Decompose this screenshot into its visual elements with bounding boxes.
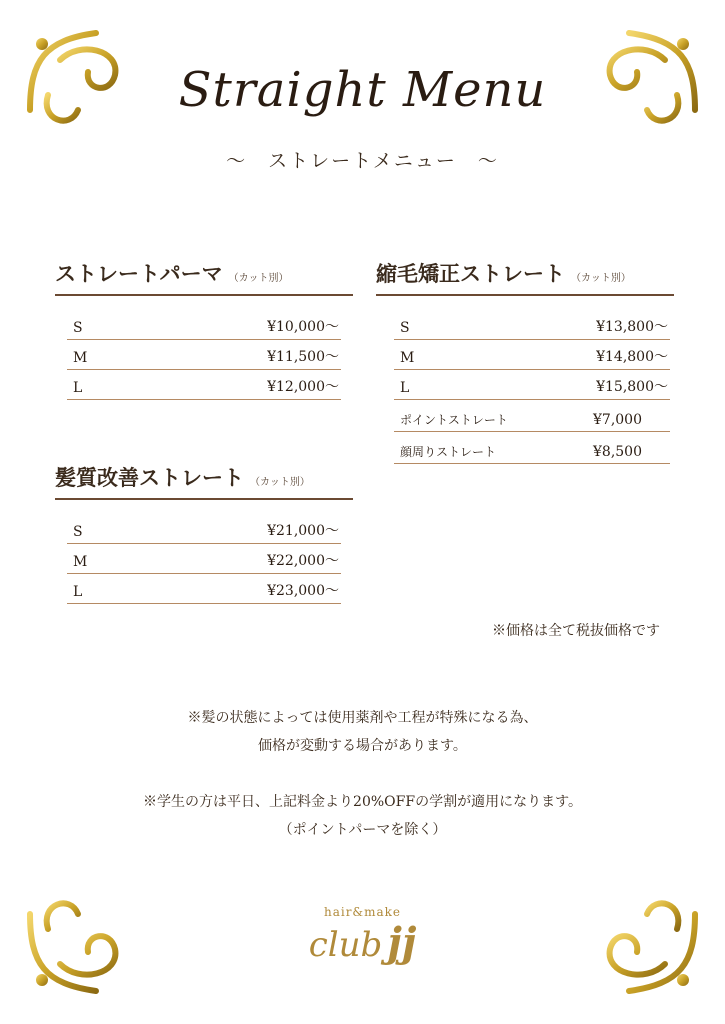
size-label: M: [73, 350, 88, 366]
option-label: 顔周りストレート: [400, 445, 497, 459]
price-row: [67, 544, 341, 574]
condition-note-line-1: ※髪の状態によっては使用薬剤や工程が特殊になる為、: [187, 710, 538, 726]
section-heading: [55, 258, 353, 296]
price-row: [67, 370, 341, 400]
logo-tagline: hair&make: [323, 905, 402, 919]
price-value: ¥15,800〜: [596, 379, 668, 395]
salon-logo: [0, 905, 725, 966]
price-row: [394, 400, 670, 432]
size-label: S: [73, 524, 83, 540]
size-label: L: [400, 380, 410, 396]
section-note: （カット別）: [250, 477, 310, 488]
price-value: ¥11,500〜: [267, 349, 339, 365]
price-value: ¥21,000〜: [267, 523, 339, 539]
student-note: [0, 788, 725, 844]
section-title: ストレートパーマ: [55, 261, 223, 286]
price-row: [67, 514, 341, 544]
size-label: L: [73, 584, 83, 600]
section-heading: [55, 462, 353, 500]
price-value: ¥7,000: [593, 412, 642, 428]
size-label: S: [400, 320, 410, 336]
section-heading: [376, 258, 674, 296]
price-row: [394, 310, 670, 340]
page-subtitle: 〜 ストレートメニュー 〜: [226, 150, 499, 172]
price-value: ¥12,000〜: [267, 379, 339, 395]
section-note: （カット別）: [571, 273, 631, 284]
price-value: ¥13,800〜: [596, 319, 668, 335]
price-value: ¥10,000〜: [267, 319, 339, 335]
section-note: （カット別）: [228, 273, 289, 284]
price-value: ¥14,800〜: [596, 349, 668, 365]
tax-note: ※価格は全て税抜価格です: [492, 623, 660, 639]
student-note-line-2: （ポイントパーマを除く）: [278, 822, 447, 838]
option-label: ポイントストレート: [400, 413, 508, 427]
price-row: [394, 340, 670, 370]
size-label: S: [73, 320, 83, 336]
price-row: [67, 340, 341, 370]
section-straight-perm: [55, 258, 353, 400]
section-hair-quality-straight: [55, 462, 353, 604]
price-row: [67, 310, 341, 340]
student-note-line-1: ※学生の方は平日、上記料金より20%OFFの学割が適用になります。: [143, 794, 582, 810]
section-title: 縮毛矯正ストレート: [376, 261, 565, 286]
price-row: [394, 370, 670, 400]
size-label: M: [73, 554, 88, 570]
price-row: [67, 574, 341, 604]
price-value: ¥22,000〜: [267, 553, 339, 569]
condition-note-line-2: 価格が変動する場合があります。: [258, 738, 467, 754]
section-shukumou-straight: [376, 258, 674, 464]
price-value: ¥8,500: [593, 444, 642, 460]
price-value: ¥23,000〜: [267, 583, 339, 599]
price-row: [394, 432, 670, 464]
page-title: Straight Menu: [178, 62, 547, 118]
condition-note: [0, 704, 725, 760]
size-label: L: [73, 380, 83, 396]
logo-name: club: [308, 925, 383, 965]
section-title: 髪質改善ストレート: [55, 465, 244, 490]
logo-mark: jj: [387, 919, 417, 966]
size-label: M: [400, 350, 415, 366]
